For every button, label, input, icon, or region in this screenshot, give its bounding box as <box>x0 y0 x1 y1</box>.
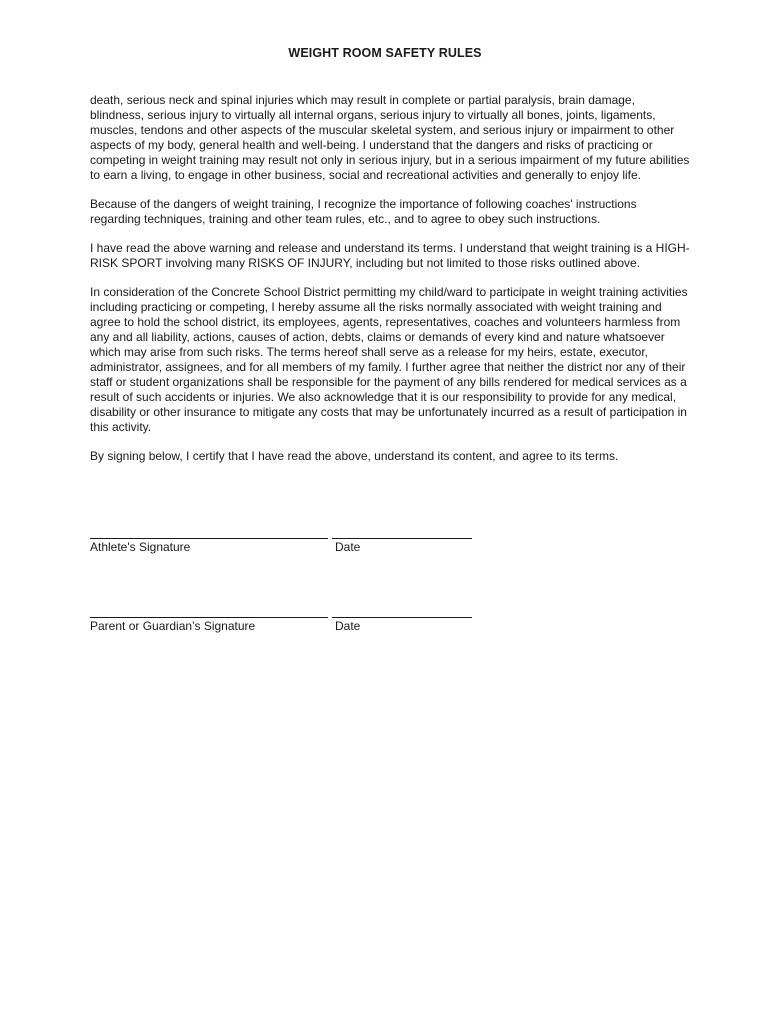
paragraph-acknowledgement: I have read the above warning and release and understand its terms. I understand that weight training is a HIGH-RISK SPORT involving many RISKS OF INJURY, including but not limited to those risks outlined above. <box>90 241 690 270</box>
athlete-signature-label: Athlete's Signature <box>90 540 191 554</box>
document-title: WEIGHT ROOM SAFETY RULES <box>288 46 482 60</box>
guardian-signature-label: Parent or Guardian’s Signature <box>90 619 256 633</box>
paragraph-release: In consideration of the Concrete School District permitting my child/ward to participate in weight training activities including practicing or competing, I hereby assume all the risks normally associated with weight training and agree to hold the school district, its employees, agents, representatives, coaches and volunteers harmless from any and all liability, actions, causes of action, debts, claims or demands of every kind and nature whatsoever which may arise from such risks. The terms hereof shall serve as a release for my heirs, estate, executor, administrator, assignees, and for all members of my family. I further agree that neither the district nor any of their staff or student organizations shall be responsible for the payment of any bills rendered for medical services as a result of such accidents or injuries. We also acknowledge that it is our responsibility to provide for any medical, disability or other insurance to mitigate any costs that may be unfortunately incurred as a result of participation in this activity. <box>90 285 688 434</box>
document-body <box>90 93 690 478</box>
athlete-signature-labels <box>90 540 490 556</box>
guardian-date-line[interactable] <box>332 607 472 618</box>
paragraph-certification: By signing below, I certify that I have read the above, understand its content, and agree to its terms. <box>90 449 619 463</box>
guardian-signature-line[interactable] <box>90 607 328 618</box>
guardian-signature-block <box>90 607 490 635</box>
guardian-date-label: Date <box>335 619 361 633</box>
paragraph-coach-instructions: Because of the dangers of weight training, I recognize the importance of following coaches' instructions regarding techniques, training and other team rules, etc., and to agree to obey such instructions. <box>90 197 637 226</box>
paragraph-risks: death, serious neck and spinal injuries which may result in complete or partial paralysis, brain damage, blindness, serious injury to virtually all internal organs, serious injury to virtually all bones, joints, ligaments, muscles, tendons and other aspects of the muscular skeletal system, and serious injury or impairment to other aspects of my body, general health and well-being. I understand that the dangers and risks of practicing or competing in weight training may result not only in serious injury, but in a serious impairment of my future abilities to earn a living, to engage in other business, social and recreational activities and generally to enjoy life. <box>90 93 690 182</box>
athlete-date-line[interactable] <box>332 528 472 539</box>
athlete-signature-line[interactable] <box>90 528 328 539</box>
guardian-signature-labels <box>90 619 490 635</box>
athlete-signature-block <box>90 528 490 556</box>
guardian-signature-lines <box>90 607 490 619</box>
athlete-signature-lines <box>90 528 490 540</box>
athlete-date-label: Date <box>335 540 361 554</box>
